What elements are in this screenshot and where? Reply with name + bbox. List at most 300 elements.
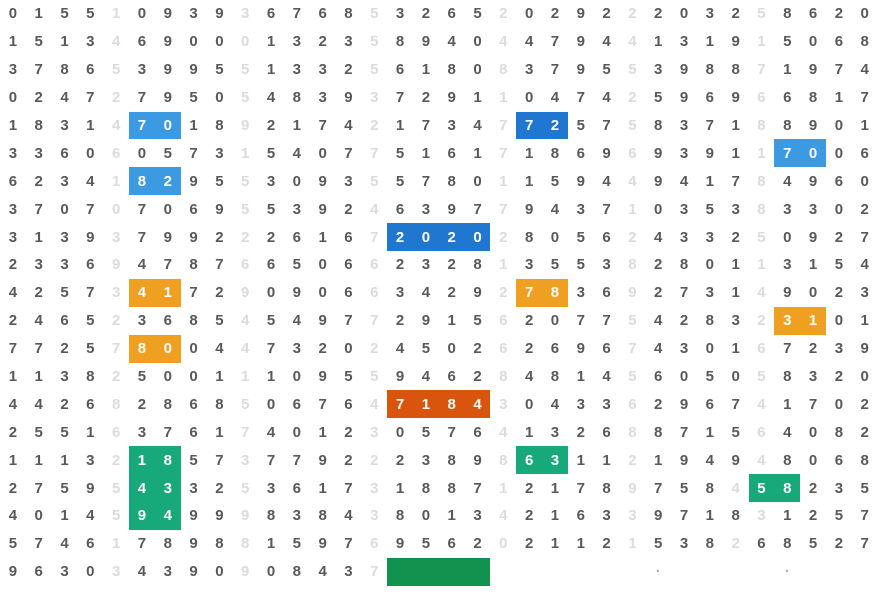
grid-cell: 2	[318, 33, 327, 51]
grid-cell: 8	[129, 335, 155, 363]
grid-cell: 7	[189, 284, 198, 302]
grid-cell: 0	[137, 5, 147, 23]
grid-cell: 4	[757, 284, 766, 302]
grid-cell: 1	[757, 256, 766, 274]
grid-cell: 4	[602, 89, 611, 107]
grid-cell: 9	[731, 89, 740, 107]
grid-cell: 0	[111, 200, 121, 218]
grid-cell: 8	[705, 535, 715, 553]
grid-cell: 0	[834, 144, 844, 162]
grid-cell	[697, 558, 723, 586]
grid-cell: 2	[602, 535, 611, 553]
grid-cell: 8	[215, 395, 224, 413]
grid-cell: 3	[550, 423, 560, 441]
grid-cell: 5	[8, 535, 18, 553]
grid-cell: 7	[215, 451, 224, 469]
grid-cell: 7	[387, 390, 413, 418]
grid-cell: 8	[421, 479, 431, 497]
grid-cell: 9	[318, 312, 327, 330]
grid-cell: 0	[679, 5, 689, 23]
progress-bar-segment	[465, 558, 491, 586]
grid-cell: 3	[679, 228, 689, 246]
grid-cell: 5	[215, 312, 224, 330]
grid-cell: 8	[499, 368, 508, 386]
grid-cell: 9	[344, 89, 353, 107]
grid-cell: 6	[602, 284, 611, 302]
grid-cell: 9	[8, 563, 18, 581]
grid-cell: 5	[834, 507, 844, 525]
grid-cell: 8	[705, 479, 715, 497]
grid-cell: 3	[679, 117, 689, 134]
grid-cell: 7	[602, 117, 611, 134]
grid-cell: 7	[129, 112, 155, 140]
grid-cell: 2	[473, 340, 482, 358]
grid-cell: 2	[473, 368, 482, 386]
grid-cell: 1	[8, 33, 18, 51]
grid-cell: 0	[550, 312, 560, 330]
grid-cell: 1	[654, 33, 663, 51]
grid-cell: 1	[8, 117, 18, 134]
grid-cell: 8	[860, 451, 869, 469]
grid-cell: 2	[34, 89, 43, 107]
grid-cell: 6	[447, 144, 456, 162]
grid-cell: 8	[111, 395, 121, 413]
grid-cell: 4	[447, 33, 456, 51]
grid-cell: 2	[808, 479, 818, 497]
grid-cell: 9	[111, 256, 121, 274]
grid-cell: 7	[774, 139, 800, 167]
grid-cell: 0	[473, 172, 482, 190]
grid-cell: 4	[292, 312, 302, 330]
grid-cell: 7	[499, 200, 508, 218]
grid-cell: 0	[189, 368, 198, 386]
grid-cell: 4	[292, 144, 302, 162]
grid-cell: 9	[731, 451, 740, 469]
grid-cell: 8	[241, 535, 250, 553]
grid-cell: 8	[654, 423, 663, 441]
grid-cell: 5	[34, 33, 43, 51]
grid-cell: 1	[241, 144, 250, 162]
grid-cell: 2	[679, 312, 689, 330]
grid-cell: 7	[318, 117, 327, 134]
grid-cell: 5	[292, 535, 302, 553]
grid-cell: 4	[602, 368, 611, 386]
grid-cell: 2	[8, 423, 18, 441]
grid-cell: 7	[576, 479, 585, 497]
grid-cell: 1	[421, 144, 431, 162]
grid-cell: 9	[292, 284, 302, 302]
grid-cell: 9	[576, 5, 585, 23]
grid-cell: 0	[860, 368, 869, 386]
grid-cell: 0	[60, 200, 69, 218]
grid-cell: 3	[266, 172, 276, 190]
grid-cell: 7	[344, 144, 353, 162]
grid-cell: 1	[241, 368, 250, 386]
grid-cell: 3	[654, 61, 663, 79]
grid-cell: 2	[834, 368, 844, 386]
grid-cell: 4	[602, 172, 611, 190]
grid-cell: 9	[860, 340, 869, 358]
grid-cell: 9	[576, 33, 585, 51]
grid-cell: 7	[344, 535, 353, 553]
grid-cell: 9	[679, 61, 689, 79]
grid-cell: 6	[473, 423, 482, 441]
grid-cell: 1	[731, 284, 740, 302]
grid-cell: 1	[34, 451, 43, 469]
grid-cell: 2	[628, 451, 637, 469]
grid-cell: 8	[447, 61, 456, 79]
grid-cell: 0	[808, 423, 818, 441]
grid-cell: 6	[370, 256, 379, 274]
grid-cell: 3	[292, 33, 302, 51]
grid-cell: 2	[628, 5, 637, 23]
grid-cell: 1	[654, 451, 663, 469]
grid-cell: 7	[8, 340, 18, 358]
grid-cell: ·	[655, 563, 661, 581]
grid-cell: 5	[808, 535, 818, 553]
grid-cell: 6	[34, 563, 43, 581]
grid-cell: 5	[86, 5, 95, 23]
grid-cell: 0	[800, 139, 826, 167]
grid-cell	[671, 558, 697, 586]
grid-cell: 7	[266, 340, 276, 358]
grid-cell: 1	[731, 256, 740, 274]
grid-cell: 4	[129, 474, 155, 502]
grid-cell: 1	[413, 390, 439, 418]
grid-cell: 8	[155, 446, 181, 474]
grid-cell: 2	[860, 423, 869, 441]
grid-cell: 5	[473, 312, 482, 330]
grid-cell: 9	[654, 172, 663, 190]
grid-cell: 3	[705, 5, 715, 23]
grid-cell: 0	[189, 33, 198, 51]
grid-cell: 8	[783, 368, 792, 386]
grid-cell: 2	[370, 451, 379, 469]
grid-cell: 1	[395, 117, 405, 134]
grid-cell: 0	[215, 563, 224, 581]
grid-cell: 6	[266, 256, 276, 274]
grid-cell: 2	[628, 89, 637, 107]
grid-cell: 1	[447, 312, 456, 330]
grid-cell: 9	[628, 479, 637, 497]
grid-cell: 6	[757, 89, 766, 107]
grid-cell: 6	[447, 535, 456, 553]
grid-cell: 7	[679, 284, 689, 302]
grid-cell: 6	[499, 340, 508, 358]
grid-cell: 5	[241, 61, 250, 79]
grid-cell: 8	[705, 312, 715, 330]
grid-cell: 9	[318, 200, 327, 218]
grid-cell: 1	[576, 451, 585, 469]
grid-cell: 1	[499, 89, 508, 107]
grid-cell: 3	[679, 340, 689, 358]
grid-cell: 0	[163, 200, 172, 218]
grid-cell: 8	[129, 167, 155, 195]
grid-cell: 6	[292, 395, 302, 413]
grid-cell: 4	[129, 279, 155, 307]
grid-cell: 1	[34, 5, 43, 23]
grid-cell: 1	[318, 228, 327, 246]
grid-cell: 5	[421, 340, 431, 358]
grid-cell: 7	[344, 479, 353, 497]
grid-cell: 6	[576, 144, 585, 162]
grid-cell: 9	[447, 89, 456, 107]
grid-cell: 1	[731, 340, 740, 358]
grid-cell: 2	[473, 535, 482, 553]
grid-cell: 8	[292, 89, 302, 107]
grid-cell: 4	[215, 340, 224, 358]
grid-cell: 7	[34, 61, 43, 79]
grid-cell: 7	[421, 172, 431, 190]
grid-cell: 7	[292, 451, 302, 469]
grid-cell: 7	[34, 479, 43, 497]
grid-cell: 5	[266, 200, 276, 218]
grid-cell: 7	[516, 279, 542, 307]
grid-cell: 0	[318, 144, 327, 162]
grid-cell: 5	[241, 200, 250, 218]
grid-cell: 3	[576, 200, 585, 218]
grid-cell: 6	[395, 200, 405, 218]
grid-cell: 9	[808, 117, 818, 134]
grid-cell: ·	[784, 563, 790, 581]
grid-cell: 5	[576, 228, 585, 246]
grid-cell: 4	[860, 256, 869, 274]
grid-cell: 2	[111, 312, 121, 330]
grid-cell: 0	[344, 340, 353, 358]
grid-cell: 5	[370, 368, 379, 386]
grid-cell: 1	[86, 117, 95, 134]
grid-cell: 2	[499, 5, 508, 23]
grid-cell: 0	[241, 33, 250, 51]
grid-cell: 3	[137, 61, 147, 79]
grid-cell: 3	[395, 5, 405, 23]
grid-cell: 1	[8, 368, 18, 386]
grid-cell: 2	[60, 340, 69, 358]
grid-cell: 7	[241, 423, 250, 441]
grid-cell: 8	[215, 535, 224, 553]
grid-cell: 6	[137, 33, 147, 51]
grid-cell: 4	[137, 563, 147, 581]
grid-cell: 0	[215, 89, 224, 107]
grid-cell: 4	[8, 395, 18, 413]
grid-cell: 0	[860, 5, 869, 23]
grid-cell: 5	[86, 312, 95, 330]
grid-cell: 5	[395, 172, 405, 190]
grid-cell: 4	[111, 117, 121, 134]
grid-cell: 2	[731, 228, 740, 246]
grid-cell: 2	[524, 479, 534, 497]
grid-cell: 0	[524, 395, 534, 413]
grid-cell: 4	[8, 284, 18, 302]
grid-cell: 7	[163, 423, 172, 441]
grid-cell: 2	[395, 256, 405, 274]
grid-cell: 7	[473, 479, 482, 497]
grid-cell: 6	[60, 312, 69, 330]
grid-cell: 2	[344, 200, 353, 218]
grid-cell: 3	[808, 368, 818, 386]
grid-cell: 4	[34, 312, 43, 330]
grid-cell: 3	[602, 256, 611, 274]
grid-cell: 1	[447, 507, 456, 525]
grid-cell: 9	[421, 33, 431, 51]
grid-cell: 6	[266, 5, 276, 23]
grid-cell: 0	[834, 200, 844, 218]
grid-cell: 1	[628, 200, 637, 218]
grid-cell: 7	[86, 89, 95, 107]
grid-cell: 5	[241, 395, 250, 413]
grid-cell: 8	[834, 423, 844, 441]
grid-cell: 7	[473, 200, 482, 218]
grid-cell: 2	[8, 312, 18, 330]
grid-cell: 6	[602, 340, 611, 358]
grid-cell: 7	[421, 117, 431, 134]
grid-cell: 7	[370, 228, 379, 246]
grid-cell: 3	[783, 200, 792, 218]
grid-cell: 6	[757, 423, 766, 441]
grid-cell: 3	[8, 61, 18, 79]
grid-cell: 8	[731, 61, 740, 79]
grid-cell: 8	[679, 256, 689, 274]
grid-cell: 0	[163, 368, 172, 386]
grid-cell: 8	[447, 451, 456, 469]
grid-cell: 6	[344, 395, 353, 413]
grid-cell: 3	[602, 395, 611, 413]
grid-cell: 2	[215, 228, 224, 246]
grid-cell: 2	[834, 5, 844, 23]
grid-cell	[852, 558, 878, 586]
grid-cell: 6	[654, 368, 663, 386]
grid-cell: 5	[576, 117, 585, 134]
grid-cell: 2	[137, 395, 147, 413]
grid-cell: 1	[705, 423, 715, 441]
grid-cell: 0	[705, 256, 715, 274]
grid-cell: 7	[34, 535, 43, 553]
grid-cell: 2	[155, 167, 181, 195]
grid-cell: 7	[137, 200, 147, 218]
grid-cell: 1	[550, 535, 560, 553]
grid-cell: 3	[60, 563, 69, 581]
grid-cell: 6	[86, 256, 95, 274]
grid-cell: 5	[370, 61, 379, 79]
grid-cell: 8	[757, 117, 766, 134]
grid-cell: 2	[111, 368, 121, 386]
grid-cell: 7	[757, 61, 766, 79]
grid-cell: 1	[783, 507, 792, 525]
grid-cell: 4	[654, 340, 663, 358]
grid-cell: 8	[602, 479, 611, 497]
grid-cell: 6	[516, 446, 542, 474]
grid-cell: 4	[550, 89, 560, 107]
grid-cell: 9	[524, 200, 534, 218]
grid-cell: 7	[860, 507, 869, 525]
grid-cell: 3	[542, 446, 568, 474]
grid-cell: 4	[731, 479, 740, 497]
grid-cell: 3	[705, 228, 715, 246]
grid-cell: 4	[266, 423, 276, 441]
grid-cell: 0	[834, 117, 844, 134]
grid-cell: 9	[679, 451, 689, 469]
grid-cell: 3	[60, 117, 69, 134]
grid-cell: 1	[34, 228, 43, 246]
grid-cell: 9	[86, 479, 95, 497]
grid-cell: 2	[395, 451, 405, 469]
grid-cell: 3	[705, 284, 715, 302]
grid-cell: 2	[387, 223, 413, 251]
grid-cell: 7	[654, 479, 663, 497]
grid-cell: 3	[808, 200, 818, 218]
grid-cell: 0	[318, 256, 327, 274]
grid-cell: 2	[524, 507, 534, 525]
grid-cell: 9	[318, 451, 327, 469]
grid-cell: 6	[757, 535, 766, 553]
grid-cell: 9	[473, 284, 482, 302]
grid-cell: 4	[524, 368, 534, 386]
grid-cell: 3	[679, 535, 689, 553]
grid-cell: 1	[602, 451, 611, 469]
grid-cell: 8	[86, 368, 95, 386]
grid-cell: 8	[628, 256, 637, 274]
grid-cell: 1	[705, 507, 715, 525]
grid-cell: 2	[344, 451, 353, 469]
grid-cell: 3	[499, 395, 508, 413]
grid-cell: 8	[163, 395, 172, 413]
grid-cell	[542, 558, 568, 586]
grid-cell: 2	[111, 451, 121, 469]
grid-cell: 7	[731, 172, 740, 190]
grid-cell: 6	[189, 395, 198, 413]
grid-cell: 0	[8, 89, 18, 107]
grid-cell: 6	[602, 423, 611, 441]
grid-cell: 9	[215, 507, 224, 525]
grid-cell: 2	[111, 89, 121, 107]
grid-cell: 4	[654, 312, 663, 330]
grid-cell: 1	[783, 61, 792, 79]
grid-cell	[800, 558, 826, 586]
grid-cell: 5	[473, 5, 482, 23]
grid-cell: 1	[266, 61, 276, 79]
grid-cell: 3	[137, 423, 147, 441]
grid-cell: 3	[628, 507, 637, 525]
grid-cell: 5	[111, 479, 121, 497]
grid-cell: 2	[447, 256, 456, 274]
grid-cell: 0	[783, 228, 792, 246]
grid-cell: 3	[189, 5, 198, 23]
grid-cell: 0	[421, 507, 431, 525]
grid-cell: 7	[137, 535, 147, 553]
grid-cell: 8	[783, 117, 792, 134]
grid-cell: 9	[602, 144, 611, 162]
grid-cell: 3	[473, 507, 482, 525]
grid-cell: 5	[654, 89, 663, 107]
grid-cell: 9	[628, 284, 637, 302]
grid-cell: 4	[266, 89, 276, 107]
progress-bar-segment	[439, 558, 465, 586]
grid-cell: 8	[344, 5, 353, 23]
grid-cell: 5	[705, 200, 715, 218]
grid-cell: 8	[215, 117, 224, 134]
grid-cell: 8	[783, 535, 792, 553]
grid-cell: 6	[834, 33, 844, 51]
grid-cell: 6	[705, 89, 715, 107]
grid-cell: 5	[111, 61, 121, 79]
grid-cell: 9	[189, 61, 198, 79]
grid-cell: 6	[8, 172, 18, 190]
grid-cell: 4	[241, 340, 250, 358]
grid-cell: 7	[370, 144, 379, 162]
grid-cell: 0	[266, 563, 276, 581]
grid-cell: 3	[757, 507, 766, 525]
grid-cell: 3	[576, 284, 585, 302]
